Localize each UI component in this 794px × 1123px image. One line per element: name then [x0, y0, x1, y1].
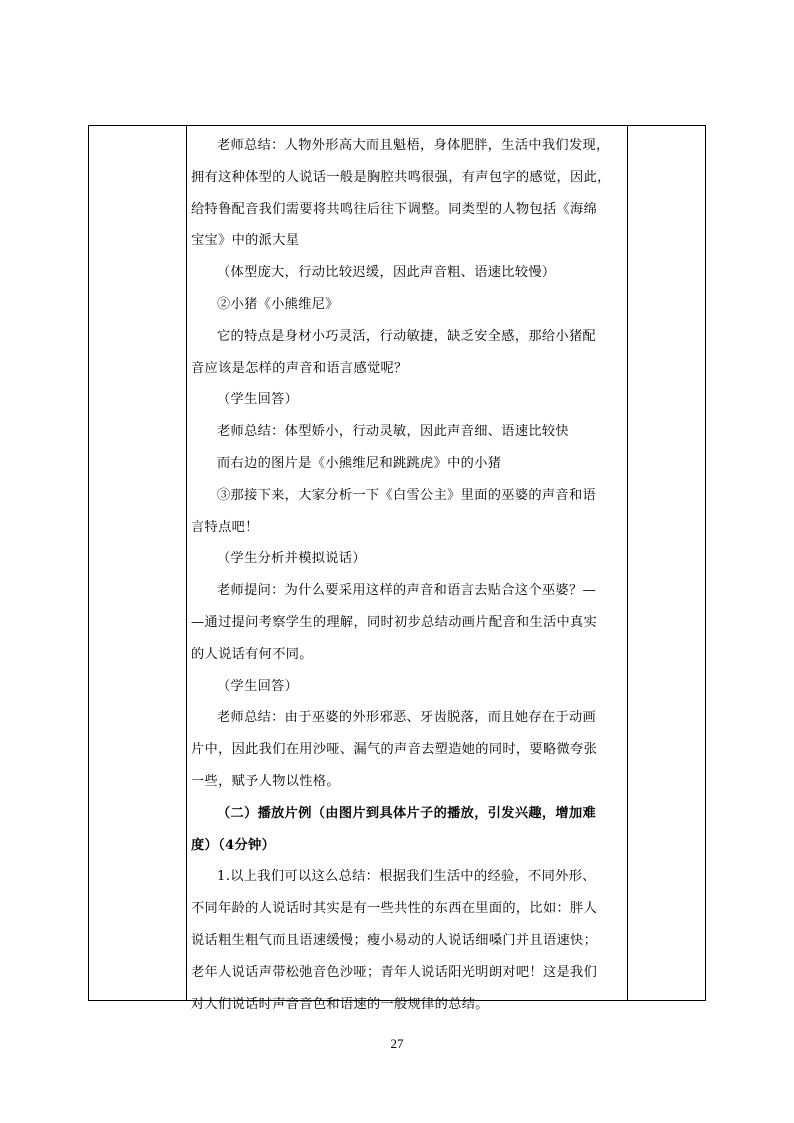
- paragraph-line: 宝宝》中的派大星: [191, 233, 300, 249]
- paragraph-line: —通过提问考察学生的理解，同时初步总结动画片配音和生活中真实: [191, 614, 598, 630]
- page-number: 27: [390, 1036, 404, 1051]
- paragraph-line: 言特点吧！: [191, 519, 259, 535]
- paragraph-line: 拥有这种体型的人说话一般是胸腔共鸣很强，有声包字的感觉，因此，: [191, 169, 611, 185]
- paragraph-line: 它的特点是身材小巧灵活，行动敏捷，缺乏安全感，那给小猪配: [217, 328, 597, 344]
- paragraph-line: 1.以上我们可以这么总结：根据我们生活中的经验，不同外形、: [217, 869, 596, 885]
- section-heading-line: 度）（4分钟）: [191, 837, 276, 853]
- paragraph-line: 一些，赋予人物以性格。: [191, 773, 340, 789]
- paragraph-line: 老师总结：体型娇小，行动灵敏，因此声音细、语速比较快: [217, 424, 569, 440]
- paragraph-line: （学生分析并模拟说话）: [217, 551, 366, 567]
- paragraph-line: 老师提问：为什么要采用这样的声音和语言去贴合这个巫婆？—: [217, 583, 597, 599]
- paragraph-line: 老师总结：由于巫婆的外形邪恶、牙齿脱落，而且她存在于动画: [217, 710, 597, 726]
- paragraph-line: 给特鲁配音我们需要将共鸣往后往下调整。同类型的人物包括《海绵: [191, 201, 598, 217]
- paragraph-line: （学生回答）: [217, 392, 299, 408]
- paragraph-line: 片中，因此我们在用沙哑、漏气的声音去塑造她的同时，要略微夸张: [191, 742, 598, 758]
- paragraph-line: 老师总结：人物外形高大而且魁梧，身体肥胖，生活中我们发现，: [217, 138, 610, 153]
- table-left-column: [89, 126, 187, 1000]
- paragraph-line: 不同年龄的人说话时其实是有一些共性的东西在里面的，比如：胖人: [191, 901, 598, 917]
- paragraph-line: 而右边的图片是《小熊维尼和跳跳虎》中的小猪: [217, 455, 502, 471]
- paragraph-line: （体型庞大，行动比较迟缓，因此声音粗、语速比较慢）: [217, 265, 556, 281]
- table-right-column: [627, 126, 705, 1000]
- paragraph-line: 对人们说话时声音音色和语速的一般规律的总结。: [191, 996, 489, 1012]
- paragraph-line: （学生回答）: [217, 678, 299, 694]
- paragraph-line: ②小猪《小熊维尼》: [217, 296, 339, 312]
- paragraph-line: 音应该是怎样的声音和语言感觉呢？: [191, 360, 408, 376]
- table-content-cell: [187, 126, 629, 1012]
- paragraph-line: 的人说话有何不同。: [191, 646, 313, 662]
- section-heading-line: （二）播放片例（由图片到具体片子的播放，引发兴趣，增加难: [217, 805, 597, 821]
- paragraph-line: 老年人说话声带松弛音色沙哑；青年人说话阳光明朗对吧！这是我们: [191, 964, 598, 980]
- paragraph-line: ③那接下来，大家分析一下《白雪公主》里面的巫婆的声音和语: [217, 487, 597, 503]
- paragraph-line: 说话粗生粗气而且语速缓慢；瘦小易动的人说话细嗓门并且语速快；: [191, 932, 598, 948]
- lesson-table: [88, 125, 706, 1012]
